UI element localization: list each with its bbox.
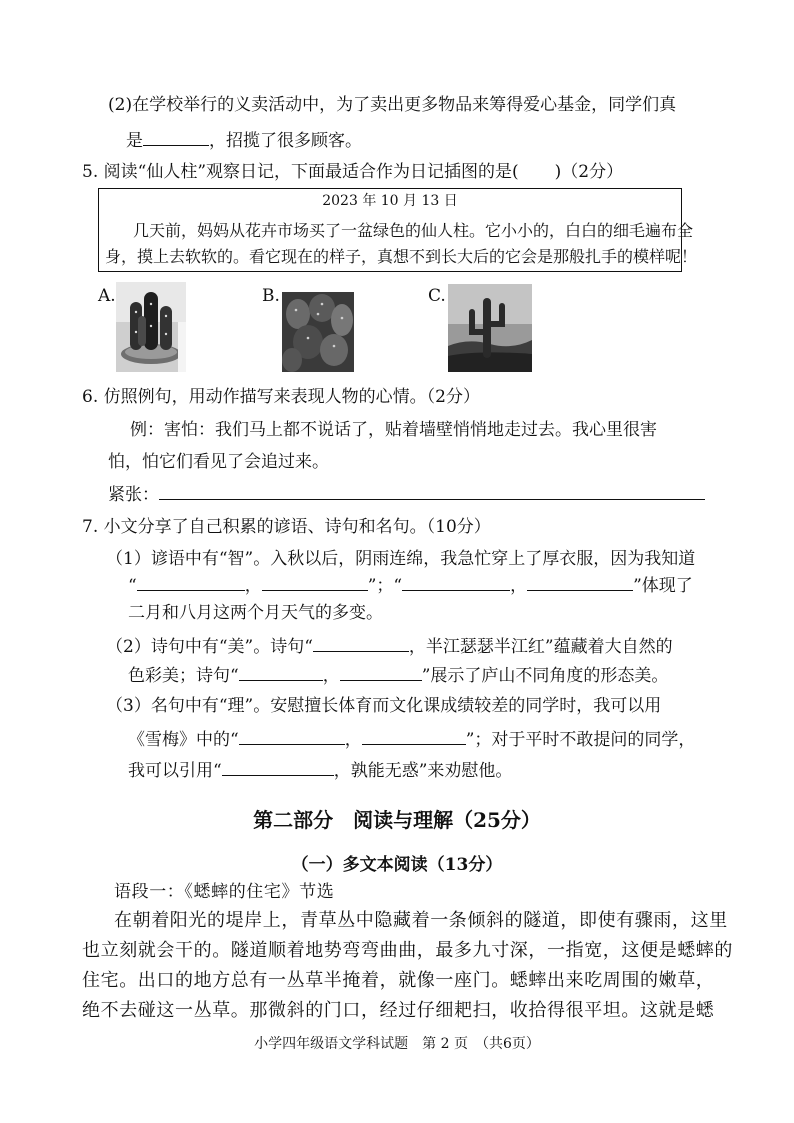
q6-prompt-line: [108, 481, 705, 507]
comma: ，: [344, 730, 362, 750]
option-c-saguaro-image[interactable]: [448, 284, 532, 372]
page-footer: 小学四年级语文学科试题 第 2 页 （共6页）: [254, 1036, 540, 1052]
q7-p2-text-b: ，半江瑟瑟半江红”蕴藏着大自然的: [408, 637, 673, 657]
q7-p2-text-a: （2）诗句中有“美”。诗句“: [106, 637, 313, 657]
option-a-cactus-image[interactable]: [116, 282, 186, 372]
q5-question: [82, 160, 623, 184]
q7-p1-line3: 二月和八月这两个月天气的多变。: [128, 603, 383, 623]
q7-p1-blank-3[interactable]: [402, 572, 510, 591]
q7-p1-blank-2[interactable]: [262, 572, 368, 591]
q7-p3-text-b: ”；对于平时不敢提问的同学，: [465, 730, 696, 750]
quote-close: ”体现了: [633, 576, 693, 596]
passage-line-4: 绝不去碰这一丛草。那微斜的门口，经过仔细耙扫，收拾得很平坦。这就是蟋: [82, 1000, 715, 1021]
q5-question-text: 5. 阅读“仙人柱”观察日记，下面最适合作为日记插图的是(: [82, 162, 519, 182]
q6-prompt: 紧张：: [108, 485, 159, 505]
q6-example-line1: 例：害怕：我们马上都不说话了，贴着墙壁悄悄地走过去。我心里很害: [130, 420, 657, 440]
diary-line-1: 几天前，妈妈从花卉市场买了一盆绿色的仙人柱。它小小的，白白的细毛遍布全: [133, 221, 694, 240]
q7-p2-line1: [106, 633, 673, 659]
q6-question: 6. 仿照例句，用动作描写来表现人物的心情。（2分）: [82, 387, 480, 407]
q4-part2-text-a: 是: [126, 131, 143, 151]
option-c-label[interactable]: C.: [428, 286, 446, 306]
diary-date: 2023 年 10 月 13 日: [322, 193, 458, 209]
q4-part2-line2: [126, 127, 362, 153]
diary-line-2: 身，摸上去软软的。看它现在的样子，真想不到长大后的它会是那般扎手的模样呢！: [105, 247, 698, 266]
q7-p2-blank-3[interactable]: [340, 662, 422, 681]
option-a-label[interactable]: A.: [98, 286, 116, 306]
q7-p1-line1: （1）谚语中有“智”。入秋以后，阴雨连绵，我急忙穿上了厚衣服，因为我知道: [106, 549, 696, 569]
q7-p3-line3: [128, 757, 512, 783]
q7-p1-blank-4[interactable]: [527, 572, 633, 591]
passage-line-1: 在朝着阳光的堤岸上，青草丛中隐藏着一条倾斜的隧道，即使有骤雨，这里: [114, 910, 728, 931]
q5-question-score: )（2分）: [554, 162, 624, 182]
q7-p3-text-c: 我可以引用“: [128, 761, 222, 781]
part2-title: 第二部分 阅读与理解（25分）: [253, 808, 541, 832]
q6-example-line2: 怕，怕它们看见了会追过来。: [108, 452, 329, 472]
comma: ，: [510, 576, 528, 596]
q7-p1-line2: [128, 572, 693, 598]
q7-p2-line2: [128, 662, 668, 688]
quote-open: “: [128, 576, 137, 596]
q7-p2-blank-1[interactable]: [313, 633, 409, 652]
q6-answer-blank[interactable]: [159, 481, 705, 500]
q7-question: 7. 小文分享了自己积累的谚语、诗句和名句。（10分）: [82, 517, 491, 537]
comma: ，: [322, 666, 340, 686]
part2-subtitle: （一）多文本阅读（13分）: [291, 855, 503, 875]
passage-line-2: 也立刻就会干的。隧道顺着地势弯弯曲曲，最多九寸深，一指宽，这便是蟋蟀的: [82, 940, 733, 961]
diary-box: [98, 188, 698, 272]
q7-p1-blank-1[interactable]: [137, 572, 245, 591]
q4-answer-blank[interactable]: [143, 127, 209, 146]
q7-p2-text-d: ”展示了庐山不同角度的形态美。: [421, 666, 669, 686]
q4-part2-line1: (2)在学校举行的义卖活动中，为了卖出更多物品来筹得爱心基金，同学们真: [108, 95, 677, 115]
q7-p2-text-c: 色彩美；诗句“: [128, 666, 239, 686]
q7-p3-line1: （3）名句中有“理”。安慰擅长体育而文化课成绩较差的同学时，我可以用: [106, 696, 662, 716]
q4-part2-text-b: ，招揽了很多顾客。: [209, 131, 362, 151]
q7-p3-blank-2[interactable]: [362, 726, 466, 745]
q7-p3-blank-1[interactable]: [239, 726, 345, 745]
q7-p3-line2: [128, 726, 695, 752]
q7-p2-blank-2[interactable]: [239, 662, 323, 681]
excerpt-label: 语段一：《蟋蟀的住宅》节选: [114, 882, 335, 902]
q7-p3-text-a: 《雪梅》中的“: [128, 730, 239, 750]
q7-p3-text-d: ，孰能无惑”来劝慰他。: [333, 761, 513, 781]
q7-p3-blank-3[interactable]: [222, 757, 334, 776]
option-b-prickly-pear-image[interactable]: [282, 292, 354, 372]
quote-mid: ”；“: [367, 576, 403, 596]
passage-line-3: 住宅。出口的地方总有一丛草半掩着，就像一座门。蟋蟀出来吃周围的嫩草，: [82, 970, 715, 991]
option-b-label[interactable]: B.: [262, 286, 280, 306]
comma: ，: [244, 576, 262, 596]
